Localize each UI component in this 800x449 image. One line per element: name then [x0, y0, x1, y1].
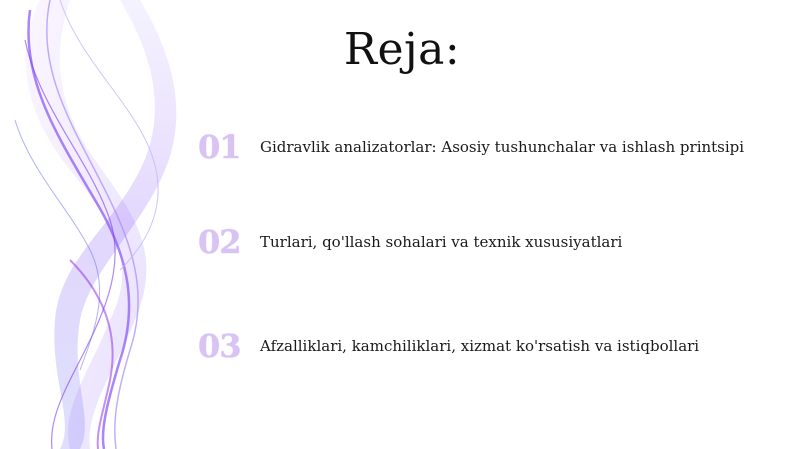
agenda-item-text: Gidravlik analizatorlar: Asosiy tushunchalar va ishlash printsipi: [260, 138, 745, 156]
agenda-item-1: [198, 127, 744, 167]
agenda-item-text: Turlari, qo'llash sohalari va texnik xususiyatlari: [260, 233, 623, 251]
agenda-item-number: 02: [198, 223, 241, 261]
agenda-item-2: [198, 222, 622, 262]
agenda-item-number: 01: [198, 128, 241, 166]
slide-title: Reja:: [343, 24, 461, 75]
agenda-item-text: Afzalliklari, kamchiliklari, xizmat ko'rsatish va istiqbollari: [260, 337, 700, 355]
agenda-item-3: [198, 326, 699, 366]
agenda-item-number: 03: [198, 327, 241, 365]
